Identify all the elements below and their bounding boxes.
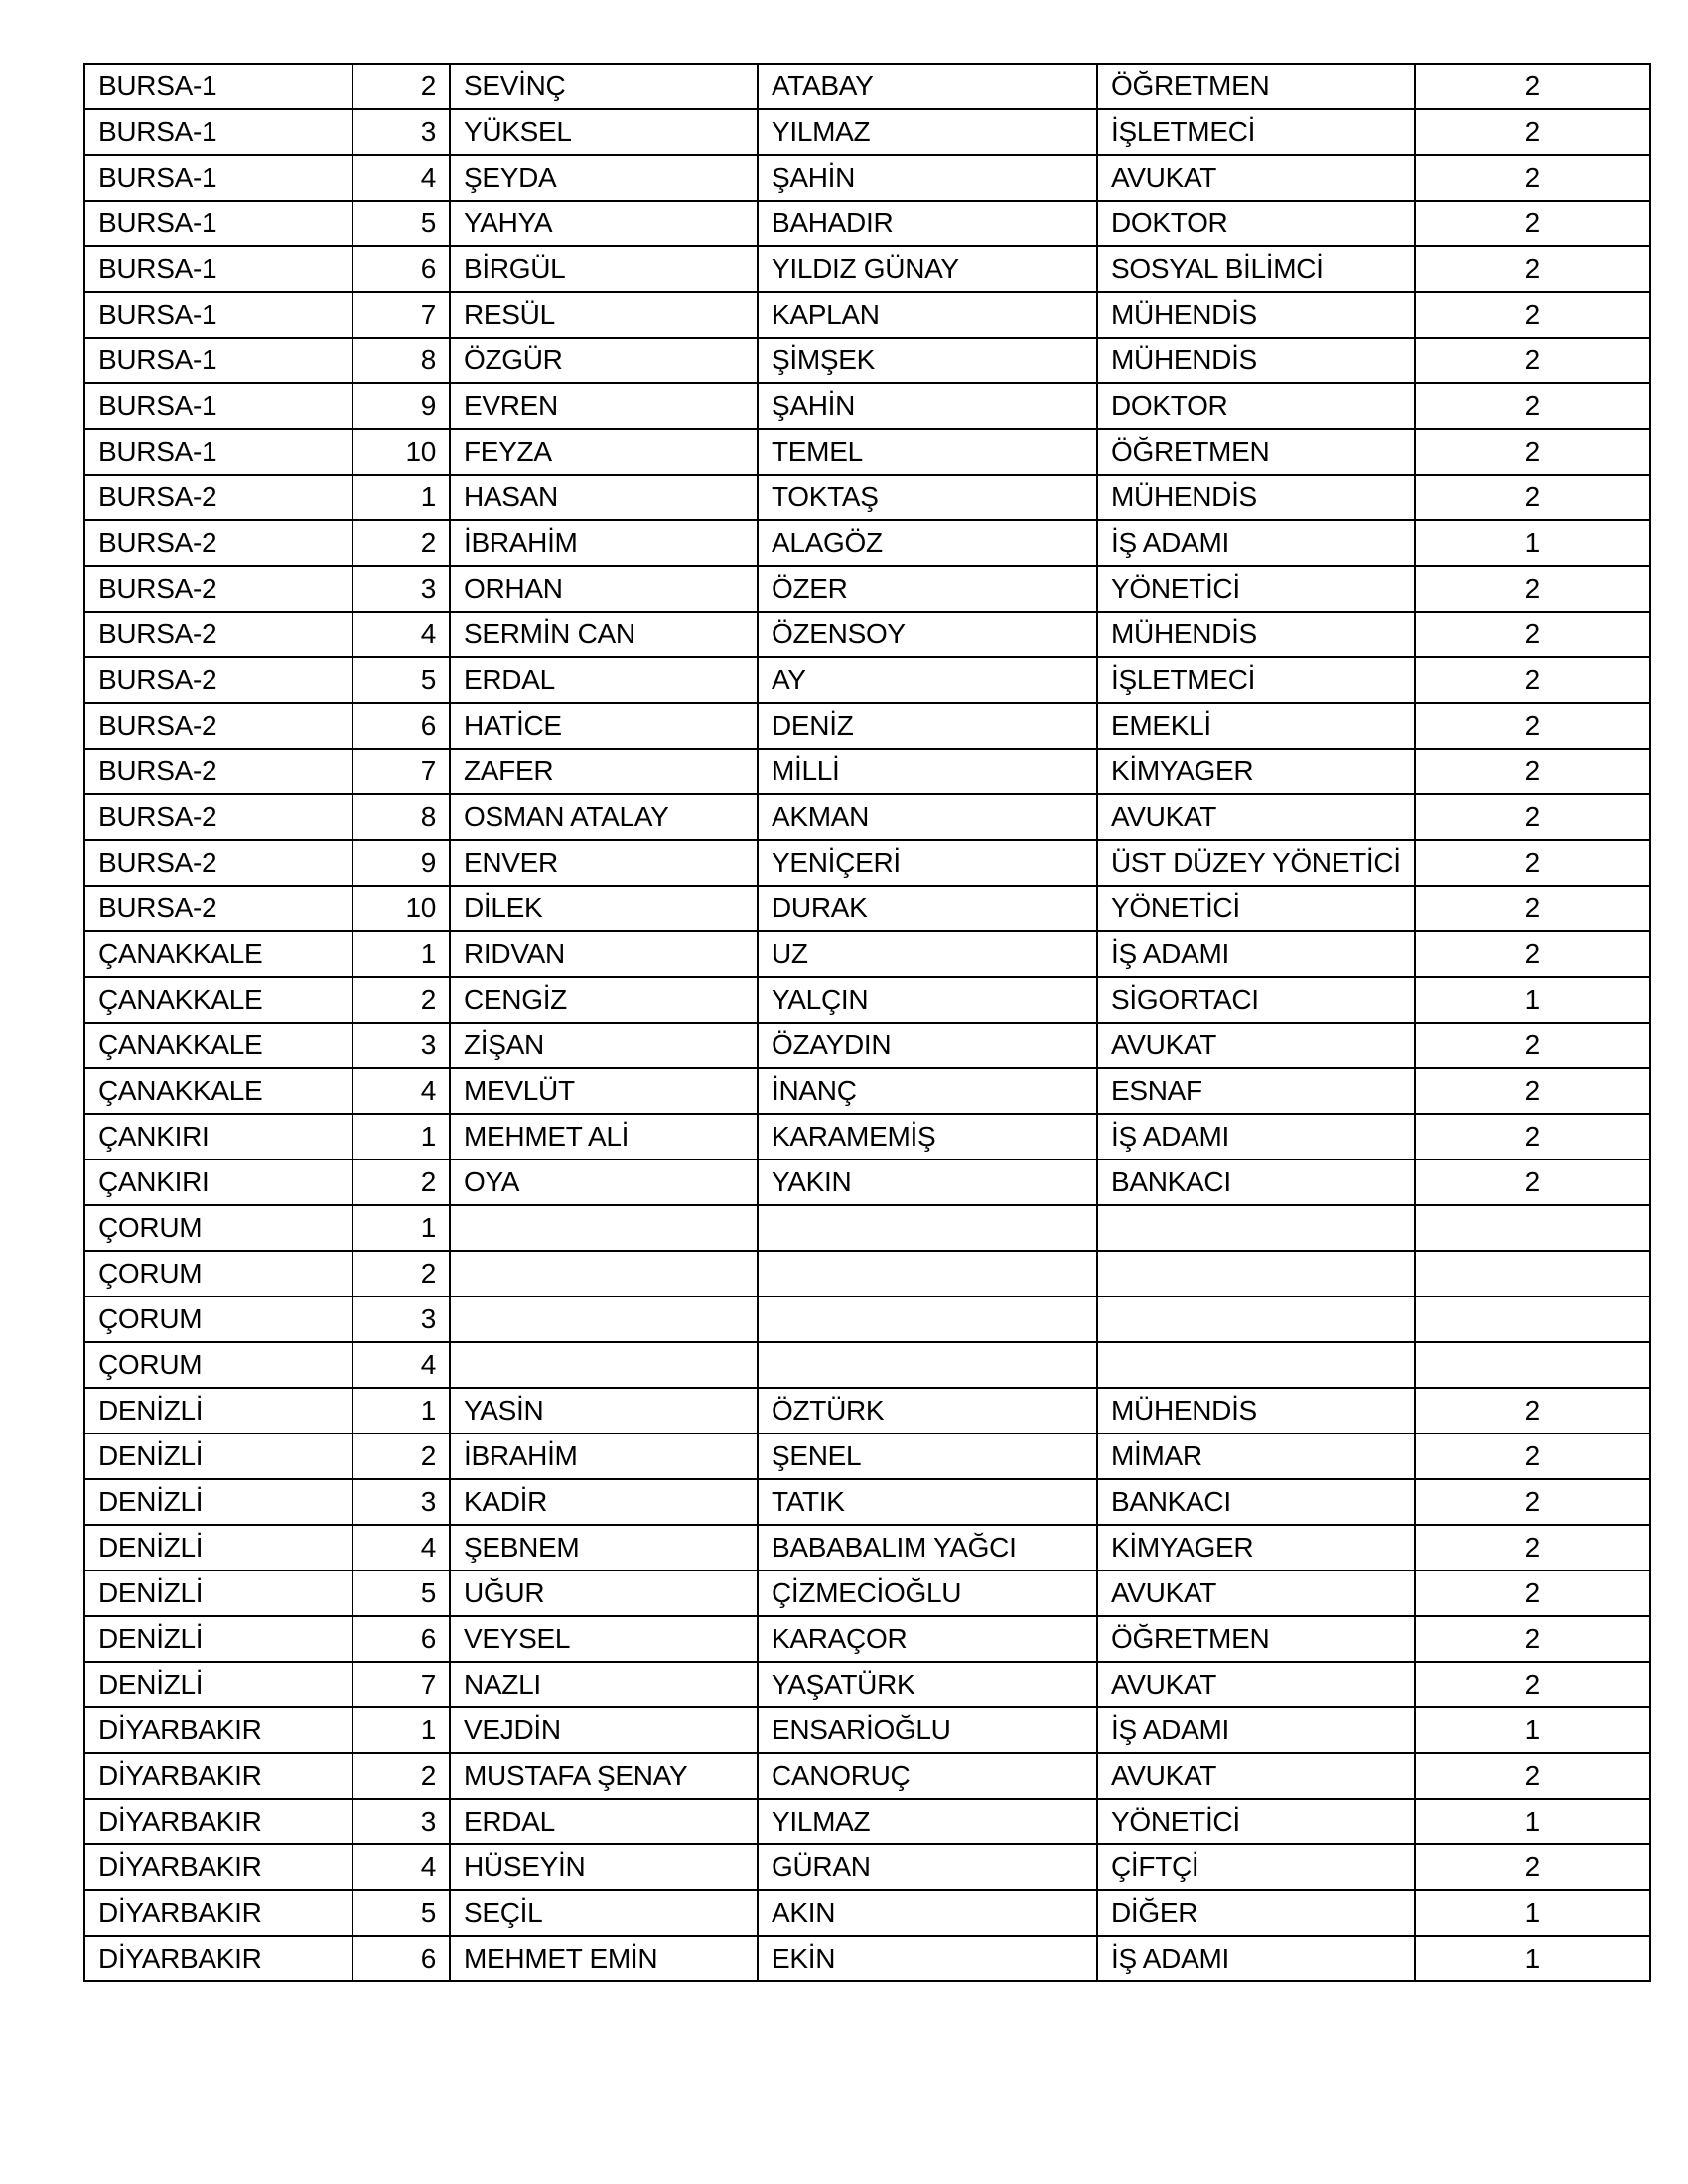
cell-first-name: RESÜL <box>450 292 758 338</box>
cell-profession: SİGORTACI <box>1097 977 1415 1023</box>
cell-last-name: YAKIN <box>758 1160 1097 1205</box>
cell-list-number <box>1415 1205 1650 1251</box>
cell-last-name: ÖZTÜRK <box>758 1388 1097 1433</box>
cell-first-name <box>450 1205 758 1251</box>
cell-first-name: DİLEK <box>450 886 758 931</box>
cell-first-name: ZAFER <box>450 749 758 794</box>
cell-profession: BANKACI <box>1097 1160 1415 1205</box>
cell-first-name <box>450 1297 758 1342</box>
cell-district: BURSA-2 <box>84 840 352 886</box>
cell-profession: KİMYAGER <box>1097 1525 1415 1570</box>
cell-list-number: 2 <box>1415 64 1650 109</box>
cell-profession: İŞ ADAMI <box>1097 1707 1415 1753</box>
cell-profession: ESNAF <box>1097 1068 1415 1114</box>
cell-profession: YÖNETİCİ <box>1097 566 1415 612</box>
table-row <box>84 1799 1650 1844</box>
cell-profession: AVUKAT <box>1097 1023 1415 1068</box>
cell-list-number: 2 <box>1415 1160 1650 1205</box>
cell-order-number: 7 <box>352 749 450 794</box>
cell-first-name: MEHMET EMİN <box>450 1936 758 1981</box>
table-row <box>84 1023 1650 1068</box>
table-row <box>84 1114 1650 1160</box>
cell-list-number: 2 <box>1415 1844 1650 1890</box>
cell-list-number: 2 <box>1415 1753 1650 1799</box>
cell-first-name: ZİŞAN <box>450 1023 758 1068</box>
cell-first-name: İBRAHİM <box>450 1433 758 1479</box>
cell-district: DİYARBAKIR <box>84 1844 352 1890</box>
cell-district: ÇANAKKALE <box>84 1068 352 1114</box>
cell-last-name: BABABALIM YAĞCI <box>758 1525 1097 1570</box>
cell-last-name: AY <box>758 657 1097 703</box>
cell-order-number: 5 <box>352 657 450 703</box>
cell-last-name: YENİÇERİ <box>758 840 1097 886</box>
cell-order-number: 2 <box>352 1433 450 1479</box>
cell-last-name: GÜRAN <box>758 1844 1097 1890</box>
cell-list-number: 2 <box>1415 794 1650 840</box>
table-row <box>84 292 1650 338</box>
cell-list-number: 2 <box>1415 657 1650 703</box>
cell-first-name: OSMAN ATALAY <box>450 794 758 840</box>
cell-profession <box>1097 1251 1415 1297</box>
cell-order-number: 6 <box>352 246 450 292</box>
table-row <box>84 566 1650 612</box>
cell-list-number: 2 <box>1415 1662 1650 1707</box>
cell-district: ÇANAKKALE <box>84 1023 352 1068</box>
table-row <box>84 201 1650 246</box>
cell-order-number: 4 <box>352 612 450 657</box>
cell-district: BURSA-2 <box>84 886 352 931</box>
cell-profession: İŞ ADAMI <box>1097 520 1415 566</box>
cell-district: DİYARBAKIR <box>84 1707 352 1753</box>
cell-order-number: 1 <box>352 1388 450 1433</box>
cell-last-name: ENSARİOĞLU <box>758 1707 1097 1753</box>
cell-order-number: 2 <box>352 1160 450 1205</box>
cell-profession: MÜHENDİS <box>1097 1388 1415 1433</box>
cell-order-number: 2 <box>352 1753 450 1799</box>
cell-last-name: AKMAN <box>758 794 1097 840</box>
cell-order-number: 5 <box>352 1890 450 1936</box>
cell-last-name <box>758 1205 1097 1251</box>
table-row <box>84 1936 1650 1981</box>
cell-first-name: SEVİNÇ <box>450 64 758 109</box>
cell-order-number: 7 <box>352 292 450 338</box>
cell-district: BURSA-1 <box>84 338 352 383</box>
cell-last-name: DENİZ <box>758 703 1097 749</box>
table-row <box>84 1342 1650 1388</box>
cell-first-name: RIDVAN <box>450 931 758 977</box>
cell-district: ÇANKIRI <box>84 1160 352 1205</box>
cell-district: BURSA-2 <box>84 475 352 520</box>
cell-first-name: KADİR <box>450 1479 758 1525</box>
cell-profession <box>1097 1342 1415 1388</box>
cell-list-number: 2 <box>1415 201 1650 246</box>
cell-order-number: 1 <box>352 1205 450 1251</box>
cell-list-number: 2 <box>1415 1570 1650 1616</box>
cell-order-number: 5 <box>352 1570 450 1616</box>
cell-order-number: 4 <box>352 1342 450 1388</box>
cell-last-name: ÇİZMECİOĞLU <box>758 1570 1097 1616</box>
table-row <box>84 1890 1650 1936</box>
cell-first-name: OYA <box>450 1160 758 1205</box>
cell-list-number: 2 <box>1415 886 1650 931</box>
cell-district: BURSA-1 <box>84 109 352 155</box>
cell-district: DENİZLİ <box>84 1388 352 1433</box>
cell-order-number: 3 <box>352 1297 450 1342</box>
cell-last-name: DURAK <box>758 886 1097 931</box>
cell-order-number: 1 <box>352 1707 450 1753</box>
cell-district: BURSA-2 <box>84 657 352 703</box>
cell-district: ÇANKIRI <box>84 1114 352 1160</box>
cell-order-number: 2 <box>352 64 450 109</box>
cell-last-name: ÖZENSOY <box>758 612 1097 657</box>
cell-order-number: 9 <box>352 840 450 886</box>
cell-list-number <box>1415 1251 1650 1297</box>
cell-profession: İŞ ADAMI <box>1097 931 1415 977</box>
table-row <box>84 612 1650 657</box>
cell-district: ÇORUM <box>84 1342 352 1388</box>
cell-order-number: 6 <box>352 1616 450 1662</box>
cell-profession: BANKACI <box>1097 1479 1415 1525</box>
cell-district: BURSA-1 <box>84 429 352 475</box>
cell-last-name: İNANÇ <box>758 1068 1097 1114</box>
cell-list-number: 2 <box>1415 475 1650 520</box>
table-row <box>84 520 1650 566</box>
cell-order-number: 8 <box>352 338 450 383</box>
cell-first-name: HASAN <box>450 475 758 520</box>
table-body <box>84 64 1650 1981</box>
table-row <box>84 246 1650 292</box>
cell-profession: AVUKAT <box>1097 1570 1415 1616</box>
cell-order-number: 3 <box>352 1799 450 1844</box>
cell-list-number: 2 <box>1415 383 1650 429</box>
cell-profession: DOKTOR <box>1097 201 1415 246</box>
cell-last-name: YALÇIN <box>758 977 1097 1023</box>
cell-profession: SOSYAL BİLİMCİ <box>1097 246 1415 292</box>
table-row <box>84 1616 1650 1662</box>
cell-last-name: TOKTAŞ <box>758 475 1097 520</box>
cell-first-name: ENVER <box>450 840 758 886</box>
table-row <box>84 1388 1650 1433</box>
cell-first-name: VEYSEL <box>450 1616 758 1662</box>
cell-profession: DOKTOR <box>1097 383 1415 429</box>
table-row <box>84 703 1650 749</box>
cell-last-name: ŞİMŞEK <box>758 338 1097 383</box>
table-row <box>84 1068 1650 1114</box>
table-row <box>84 383 1650 429</box>
cell-last-name: YILMAZ <box>758 1799 1097 1844</box>
cell-last-name: MİLLİ <box>758 749 1097 794</box>
cell-list-number: 1 <box>1415 1936 1650 1981</box>
cell-list-number: 2 <box>1415 1114 1650 1160</box>
cell-list-number: 2 <box>1415 429 1650 475</box>
cell-district: DENİZLİ <box>84 1616 352 1662</box>
cell-district: BURSA-1 <box>84 246 352 292</box>
table-row <box>84 1297 1650 1342</box>
cell-last-name: AKIN <box>758 1890 1097 1936</box>
cell-list-number: 2 <box>1415 840 1650 886</box>
cell-first-name: ERDAL <box>450 657 758 703</box>
cell-list-number: 1 <box>1415 1707 1650 1753</box>
cell-district: BURSA-2 <box>84 749 352 794</box>
cell-district: ÇORUM <box>84 1205 352 1251</box>
cell-profession: İŞLETMECİ <box>1097 109 1415 155</box>
cell-list-number: 1 <box>1415 1799 1650 1844</box>
table-row <box>84 1707 1650 1753</box>
cell-profession: YÖNETİCİ <box>1097 1799 1415 1844</box>
cell-last-name: BAHADIR <box>758 201 1097 246</box>
cell-list-number: 2 <box>1415 246 1650 292</box>
table-row <box>84 1570 1650 1616</box>
cell-district: ÇORUM <box>84 1251 352 1297</box>
cell-first-name: VEJDİN <box>450 1707 758 1753</box>
cell-order-number: 5 <box>352 201 450 246</box>
cell-profession: AVUKAT <box>1097 794 1415 840</box>
table-row <box>84 1525 1650 1570</box>
cell-last-name: YILMAZ <box>758 109 1097 155</box>
table-row <box>84 749 1650 794</box>
table-row <box>84 1205 1650 1251</box>
cell-first-name: HATİCE <box>450 703 758 749</box>
cell-last-name: ŞAHİN <box>758 155 1097 201</box>
cell-profession <box>1097 1205 1415 1251</box>
cell-district: BURSA-2 <box>84 566 352 612</box>
cell-district: ÇANAKKALE <box>84 977 352 1023</box>
cell-first-name <box>450 1251 758 1297</box>
cell-order-number: 3 <box>352 566 450 612</box>
table-row <box>84 155 1650 201</box>
cell-last-name: TATIK <box>758 1479 1097 1525</box>
cell-list-number: 2 <box>1415 931 1650 977</box>
cell-list-number: 2 <box>1415 566 1650 612</box>
cell-first-name: MEVLÜT <box>450 1068 758 1114</box>
table-row <box>84 657 1650 703</box>
cell-first-name: UĞUR <box>450 1570 758 1616</box>
cell-list-number: 2 <box>1415 1388 1650 1433</box>
table-row <box>84 1160 1650 1205</box>
cell-last-name <box>758 1297 1097 1342</box>
cell-first-name: NAZLI <box>450 1662 758 1707</box>
table-row <box>84 109 1650 155</box>
cell-district: BURSA-1 <box>84 201 352 246</box>
cell-profession: MÜHENDİS <box>1097 475 1415 520</box>
cell-last-name: YILDIZ GÜNAY <box>758 246 1097 292</box>
cell-profession: EMEKLİ <box>1097 703 1415 749</box>
cell-last-name: ATABAY <box>758 64 1097 109</box>
cell-district: BURSA-1 <box>84 155 352 201</box>
cell-profession: ÜST DÜZEY YÖNETİCİ <box>1097 840 1415 886</box>
cell-first-name: YAHYA <box>450 201 758 246</box>
cell-profession: İŞLETMECİ <box>1097 657 1415 703</box>
cell-list-number: 2 <box>1415 703 1650 749</box>
cell-order-number: 4 <box>352 155 450 201</box>
cell-first-name: HÜSEYİN <box>450 1844 758 1890</box>
cell-list-number: 2 <box>1415 612 1650 657</box>
table-row <box>84 1251 1650 1297</box>
cell-first-name: ŞEYDA <box>450 155 758 201</box>
cell-profession: AVUKAT <box>1097 155 1415 201</box>
cell-district: BURSA-1 <box>84 292 352 338</box>
cell-order-number: 2 <box>352 977 450 1023</box>
cell-order-number: 6 <box>352 703 450 749</box>
cell-order-number: 10 <box>352 886 450 931</box>
cell-district: DENİZLİ <box>84 1525 352 1570</box>
cell-order-number: 7 <box>352 1662 450 1707</box>
cell-profession: ÇİFTÇİ <box>1097 1844 1415 1890</box>
table-row <box>84 1753 1650 1799</box>
cell-last-name: ALAGÖZ <box>758 520 1097 566</box>
cell-profession: ÖĞRETMEN <box>1097 64 1415 109</box>
cell-last-name: ÖZER <box>758 566 1097 612</box>
cell-order-number: 4 <box>352 1068 450 1114</box>
cell-order-number: 6 <box>352 1936 450 1981</box>
table-row <box>84 840 1650 886</box>
table-row <box>84 1844 1650 1890</box>
cell-list-number: 2 <box>1415 1023 1650 1068</box>
cell-first-name: SEÇİL <box>450 1890 758 1936</box>
table-row <box>84 1479 1650 1525</box>
cell-first-name: EVREN <box>450 383 758 429</box>
cell-district: BURSA-2 <box>84 612 352 657</box>
cell-order-number: 2 <box>352 1251 450 1297</box>
table-row <box>84 338 1650 383</box>
cell-district: DİYARBAKIR <box>84 1753 352 1799</box>
cell-list-number <box>1415 1297 1650 1342</box>
cell-district: DENİZLİ <box>84 1479 352 1525</box>
cell-first-name: YASİN <box>450 1388 758 1433</box>
cell-first-name: YÜKSEL <box>450 109 758 155</box>
cell-order-number: 3 <box>352 1479 450 1525</box>
cell-list-number: 2 <box>1415 1433 1650 1479</box>
cell-district: DENİZLİ <box>84 1433 352 1479</box>
cell-first-name <box>450 1342 758 1388</box>
cell-district: ÇORUM <box>84 1297 352 1342</box>
table-row <box>84 1662 1650 1707</box>
cell-order-number: 8 <box>352 794 450 840</box>
cell-district: DİYARBAKIR <box>84 1890 352 1936</box>
table-row <box>84 475 1650 520</box>
cell-profession: MİMAR <box>1097 1433 1415 1479</box>
cell-list-number <box>1415 1342 1650 1388</box>
cell-profession: AVUKAT <box>1097 1662 1415 1707</box>
cell-district: BURSA-2 <box>84 794 352 840</box>
cell-profession: MÜHENDİS <box>1097 292 1415 338</box>
cell-order-number: 3 <box>352 109 450 155</box>
cell-order-number: 2 <box>352 520 450 566</box>
cell-profession: İŞ ADAMI <box>1097 1114 1415 1160</box>
cell-list-number: 1 <box>1415 1890 1650 1936</box>
cell-last-name: CANORUÇ <box>758 1753 1097 1799</box>
cell-profession: ÖĞRETMEN <box>1097 429 1415 475</box>
cell-list-number: 2 <box>1415 1616 1650 1662</box>
cell-last-name: KARAÇOR <box>758 1616 1097 1662</box>
candidate-table <box>83 63 1651 1982</box>
cell-profession: MÜHENDİS <box>1097 612 1415 657</box>
cell-first-name: BİRGÜL <box>450 246 758 292</box>
cell-last-name <box>758 1251 1097 1297</box>
cell-order-number: 1 <box>352 931 450 977</box>
cell-district: BURSA-2 <box>84 703 352 749</box>
cell-first-name: FEYZA <box>450 429 758 475</box>
cell-order-number: 4 <box>352 1525 450 1570</box>
cell-list-number: 2 <box>1415 1068 1650 1114</box>
cell-last-name: KAPLAN <box>758 292 1097 338</box>
cell-profession <box>1097 1297 1415 1342</box>
cell-order-number: 1 <box>352 475 450 520</box>
cell-last-name: UZ <box>758 931 1097 977</box>
table-row <box>84 64 1650 109</box>
cell-district: DENİZLİ <box>84 1570 352 1616</box>
cell-first-name: İBRAHİM <box>450 520 758 566</box>
cell-list-number: 1 <box>1415 520 1650 566</box>
table-row <box>84 886 1650 931</box>
cell-last-name: TEMEL <box>758 429 1097 475</box>
cell-order-number: 4 <box>352 1844 450 1890</box>
cell-order-number: 10 <box>352 429 450 475</box>
cell-first-name: CENGİZ <box>450 977 758 1023</box>
table-row <box>84 794 1650 840</box>
cell-list-number: 2 <box>1415 338 1650 383</box>
cell-order-number: 1 <box>352 1114 450 1160</box>
cell-first-name: ORHAN <box>450 566 758 612</box>
cell-first-name: MEHMET ALİ <box>450 1114 758 1160</box>
cell-profession: YÖNETİCİ <box>1097 886 1415 931</box>
cell-district: BURSA-2 <box>84 520 352 566</box>
cell-last-name: ŞENEL <box>758 1433 1097 1479</box>
cell-profession: ÖĞRETMEN <box>1097 1616 1415 1662</box>
cell-order-number: 3 <box>352 1023 450 1068</box>
cell-first-name: ÖZGÜR <box>450 338 758 383</box>
cell-list-number: 2 <box>1415 1479 1650 1525</box>
cell-list-number: 2 <box>1415 109 1650 155</box>
cell-first-name: MUSTAFA ŞENAY <box>450 1753 758 1799</box>
cell-profession: MÜHENDİS <box>1097 338 1415 383</box>
cell-last-name: ÖZAYDIN <box>758 1023 1097 1068</box>
table-row <box>84 429 1650 475</box>
cell-profession: AVUKAT <box>1097 1753 1415 1799</box>
cell-last-name: EKİN <box>758 1936 1097 1981</box>
cell-list-number: 2 <box>1415 1525 1650 1570</box>
cell-district: DİYARBAKIR <box>84 1799 352 1844</box>
table-row <box>84 977 1650 1023</box>
cell-list-number: 2 <box>1415 155 1650 201</box>
cell-district: ÇANAKKALE <box>84 931 352 977</box>
cell-district: BURSA-1 <box>84 383 352 429</box>
cell-last-name <box>758 1342 1097 1388</box>
table-row <box>84 931 1650 977</box>
cell-first-name: ERDAL <box>450 1799 758 1844</box>
cell-list-number: 2 <box>1415 292 1650 338</box>
cell-order-number: 9 <box>352 383 450 429</box>
cell-last-name: ŞAHİN <box>758 383 1097 429</box>
cell-district: DİYARBAKIR <box>84 1936 352 1981</box>
cell-profession: İŞ ADAMI <box>1097 1936 1415 1981</box>
cell-first-name: SERMİN CAN <box>450 612 758 657</box>
cell-last-name: KARAMEMİŞ <box>758 1114 1097 1160</box>
cell-list-number: 1 <box>1415 977 1650 1023</box>
cell-district: BURSA-1 <box>84 64 352 109</box>
cell-profession: DİĞER <box>1097 1890 1415 1936</box>
cell-profession: KİMYAGER <box>1097 749 1415 794</box>
cell-first-name: ŞEBNEM <box>450 1525 758 1570</box>
cell-district: DENİZLİ <box>84 1662 352 1707</box>
table-row <box>84 1433 1650 1479</box>
cell-list-number: 2 <box>1415 749 1650 794</box>
cell-last-name: YAŞATÜRK <box>758 1662 1097 1707</box>
